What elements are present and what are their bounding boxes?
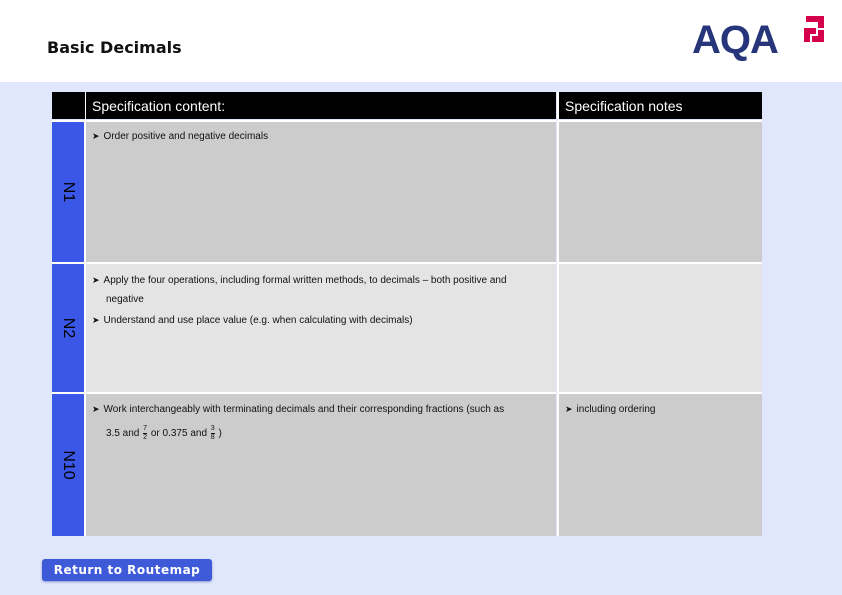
specification-table [52,92,762,536]
fraction: $\frac{3}{8}$ [210,424,215,441]
specification-content-header [86,92,556,119]
specification-notes-header [557,92,762,119]
row-notes-n2 [557,262,762,392]
row-code-tab-n2 [52,262,86,392]
fraction: $\frac{7}{2}$ [143,424,148,441]
list-item: ➤ Order positive and negative decimals [92,131,269,142]
list-item: ➤ Apply the four operations, including formal written methods, to decimals – both positive and [92,275,507,286]
row-content-n2 [86,262,556,392]
row-code-tab-n1 [52,120,86,262]
specification-content-label: Specification content: [92,98,226,114]
aqa-logo-mark-icon [796,14,826,48]
page-title: Basic Decimals [47,38,182,57]
aqa-logo-text: AQA [692,18,778,62]
list-item-continuation: negative [106,294,144,305]
list-item: ➤ Understand and use place value (e.g. when calculating with decimals) [92,315,413,326]
row-code-n10: N10 [60,450,77,480]
row-code-n2: N2 [60,317,77,339]
row-code-n1: N1 [60,181,77,203]
row-notes-n1 [557,120,762,262]
table-header-corner [52,92,86,119]
row-notes-n10 [557,392,762,536]
row-content-n10 [86,392,556,536]
row-code-tab-n10 [52,392,86,536]
specification-notes-label: Specification notes [565,98,683,114]
list-item-continuation: 3.5 and $\frac{7}{2}$ or 0.375 and $\frac{3}{8}$ ) [106,424,222,441]
aqa-logo [692,12,828,62]
row-content-n1 [86,120,556,262]
page-header [0,0,842,82]
list-item: ➤ including ordering [565,404,656,415]
return-to-routemap-button[interactable]: Return to Routemap [42,559,212,581]
list-item: ➤ Work interchangeably with terminating decimals and their corresponding fractions (such as [92,404,505,415]
